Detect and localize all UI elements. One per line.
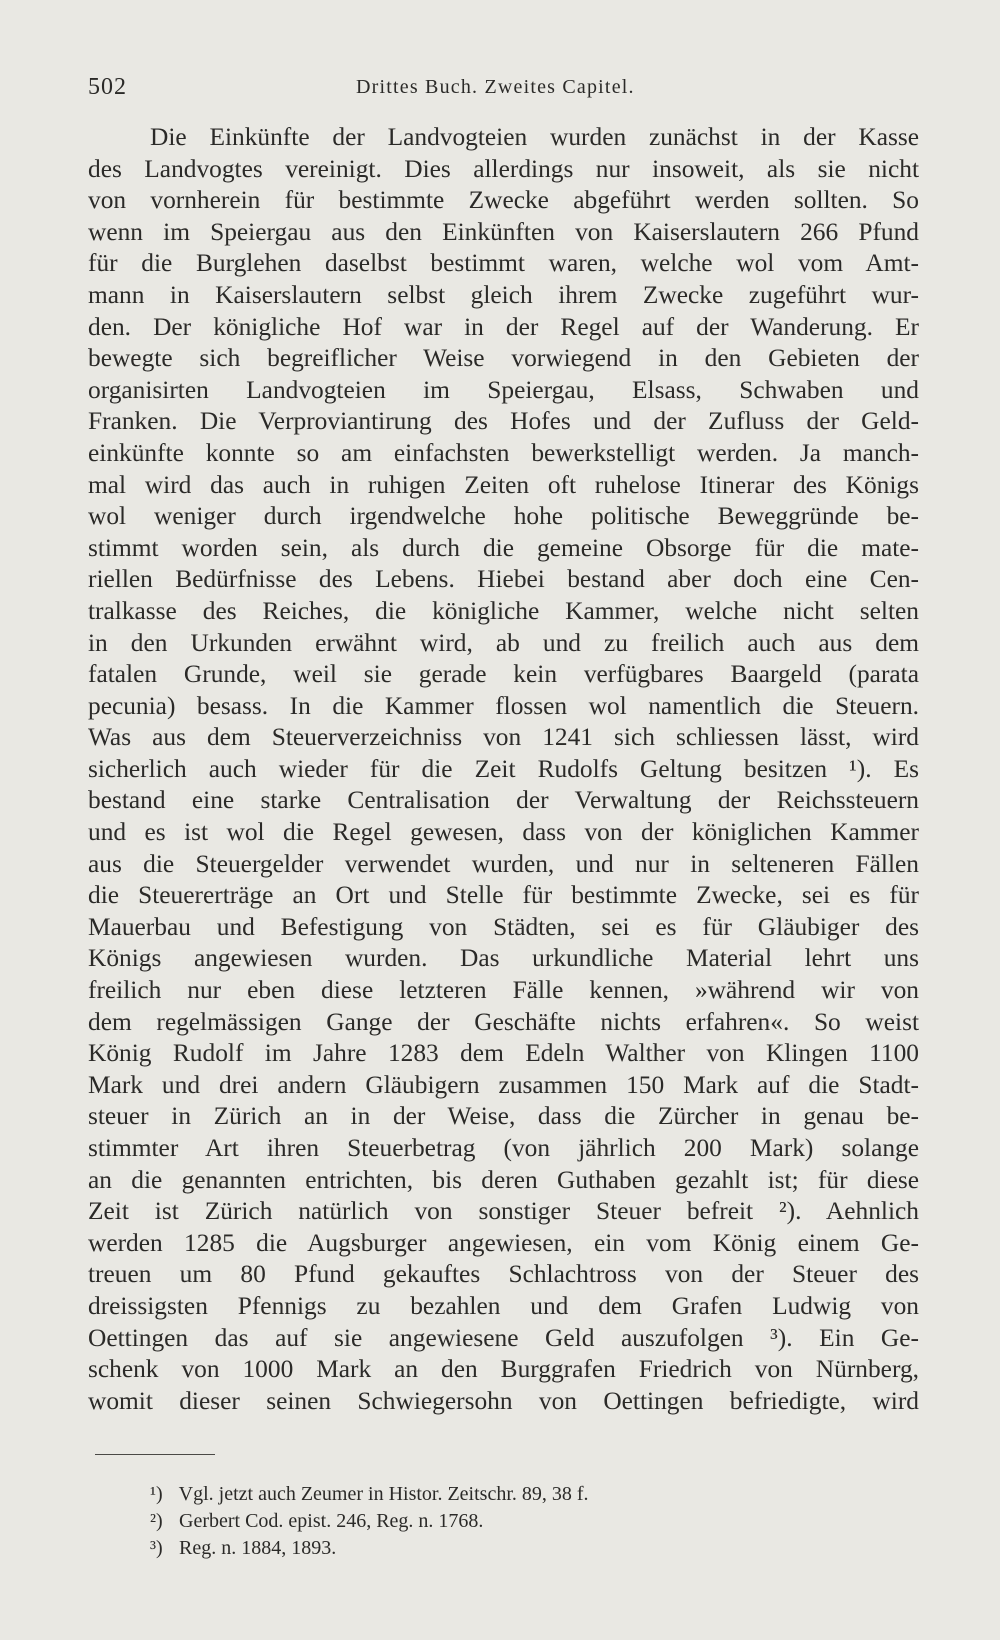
footnote-text: Vgl. jetzt auch Zeumer in Histor. Zeitschr. 89, 38 f. [178,1483,589,1505]
footnote-mark: ¹) [150,1483,163,1505]
text-line: Oettingen das auf sie angewiesene Geld auszufolgen ³). Ein Ge- [88,1323,919,1352]
footnote-text: Gerbert Cod. epist. 246, Reg. n. 1768. [179,1510,484,1532]
text-line: Zeit ist Zürich natürlich von sonstiger Steuer befreit ²). Aehnlich [88,1197,919,1226]
text-line: treuen um 80 Pfund gekauftes Schlachtross von der Steuer des [88,1260,919,1289]
text-line: wenn im Speiergau aus den Einkünften von Kaiserslautern 266 Pfund [88,217,919,246]
text-line: aus die Steuergelder verwendet wurden, und nur in selteneren Fällen [88,849,919,878]
text-line: den. Der königliche Hof war in der Regel auf der Wanderung. Er [88,312,919,341]
main-text [88,122,919,1417]
footnote-3 [150,1535,800,1562]
text-line: tralkasse des Reiches, die königliche Kammer, welche nicht selten [88,596,919,625]
text-line: des Landvogtes vereinigt. Dies allerdings nur insoweit, als sie nicht [88,154,919,183]
text-line: Mark und drei andern Gläubigern zusammen 150 Mark auf die Stadt- [88,1070,919,1099]
text-line: steuer in Zürich an in der Weise, dass die Zürcher in genau be- [88,1102,919,1131]
text-line: an die genannten entrichten, bis deren Guthaben gezahlt ist; für diese [88,1165,919,1194]
text-line: riellen Bedürfnisse des Lebens. Hiebei bestand aber doch eine Cen- [88,565,919,594]
text-line: die Steuererträge an Ort und Stelle für bestimmte Zwecke, sei es für [88,881,919,910]
text-line: dem regelmässigen Gange der Geschäfte nichts erfahren«. So weist [88,1007,919,1036]
text-line: dreissigsten Pfennigs zu bezahlen und dem Grafen Ludwig von [88,1291,919,1320]
text-line: freilich nur eben diese letzteren Fälle kennen, »während wir von [88,976,919,1005]
text-line: König Rudolf im Jahre 1283 dem Edeln Walther von Klingen 1100 [88,1039,919,1068]
text-line: sicherlich auch wieder für die Zeit Rudolfs Geltung besitzen ¹). Es [88,754,919,783]
text-line: werden 1285 die Augsburger angewiesen, ein vom König einem Ge- [88,1228,919,1257]
text-line: Mauerbau und Befestigung von Städten, sei es für Gläubiger des [88,912,919,941]
text-line: mann in Kaiserslautern selbst gleich ihrem Zwecke zugeführt wur- [88,280,919,309]
text-line: von vornherein für bestimmte Zwecke abgeführt werden sollten. So [88,186,919,215]
text-line: pecunia) besass. In die Kammer flossen wol namentlich die Steuern. [88,691,919,720]
page-header [88,74,918,108]
footnote-2 [150,1508,800,1535]
footnote-mark: ²) [150,1510,163,1532]
text-line: Die Einkünfte der Landvogteien wurden zunächst in der Kasse [150,123,919,151]
text-line: in den Urkunden erwähnt wird, ab und zu freilich auch aus dem [88,628,919,657]
text-line: mal wird das auch in ruhigen Zeiten oft ruhelose Itinerar des Königs [88,470,919,499]
text-line: stimmt worden sein, als durch die gemeine Obsorge für die mate- [88,533,919,562]
text-line: organisirten Landvogteien im Speiergau, Elsass, Schwaben und [88,375,919,404]
text-line: bestand eine starke Centralisation der Verwaltung der Reichssteuern [88,786,919,815]
footnote-separator [95,1454,215,1455]
text-line: schenk von 1000 Mark an den Burggrafen Friedrich von Nürnberg, [88,1355,919,1384]
footnote-mark: ³) [150,1537,163,1559]
page-number: 502 [88,74,127,100]
footnote-text: Reg. n. 1884, 1893. [179,1537,337,1559]
text-line: stimmter Art ihren Steuerbetrag (von jährlich 200 Mark) solange [88,1134,919,1162]
text-line: wol weniger durch irgendwelche hohe politische Beweggründe be- [88,502,919,531]
text-line: bewegte sich begreiflicher Weise vorwiegend in den Gebieten der [88,344,919,373]
text-line: fatalen Grunde, weil sie gerade kein verfügbares Baargeld (parata [88,660,919,689]
text-line: für die Burglehen daselbst bestimmt waren, welche wol vom Amt- [88,249,919,278]
text-line: Franken. Die Verproviantirung des Hofes und der Zufluss der Geld- [88,407,919,436]
footnotes [150,1481,800,1562]
text-line: Königs angewiesen wurden. Das urkundliche Material lehrt uns [88,944,919,973]
text-line: Was aus dem Steuerverzeichniss von 1241 sich schliessen lässt, wird [88,723,919,752]
text-line: einkünfte konnte so am einfachsten bewerkstelligt werden. Ja manch- [88,438,919,467]
running-head: Drittes Buch. Zweites Capitel. [356,76,635,98]
footnote-1 [150,1481,800,1508]
text-line: und es ist wol die Regel gewesen, dass von der königlichen Kammer [88,818,919,847]
text-line: womit dieser seinen Schwiegersohn von Oettingen befriedigte, wird [88,1386,919,1415]
